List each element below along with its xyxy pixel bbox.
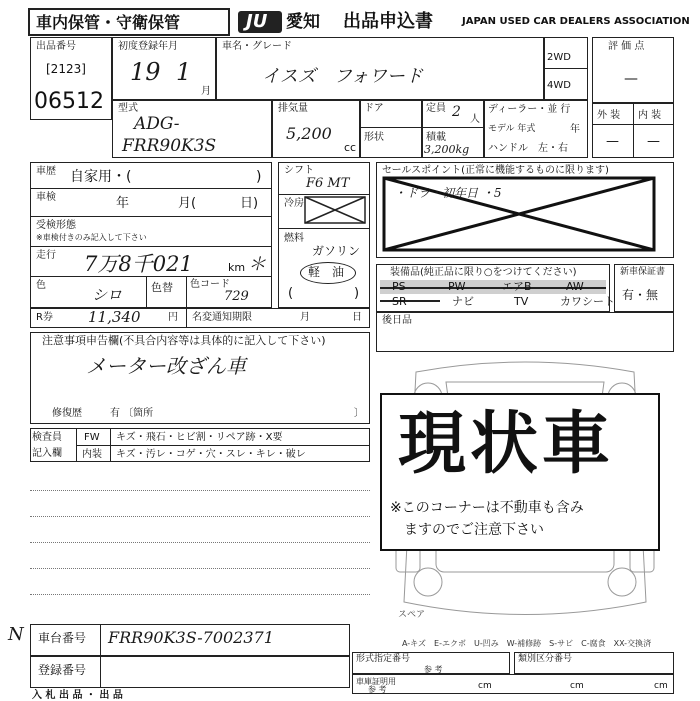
history-close: ) xyxy=(256,169,262,185)
shift-divider-1 xyxy=(278,194,370,195)
equip-sr: SR xyxy=(392,295,407,308)
car-name-value: イスズ フォワード xyxy=(262,66,423,87)
tax-label: 名変通知期限 xyxy=(192,312,252,323)
repair-close: 〕 xyxy=(354,408,364,419)
dealer-label: ディーラー・並 行 xyxy=(488,104,571,115)
garage-cm-2: cm xyxy=(570,681,584,691)
dotted-line-3 xyxy=(30,542,370,543)
type-number-label: 形式指定番号 xyxy=(356,654,411,664)
displacement-label: 排気量 xyxy=(278,103,308,114)
color-code-label: 色コード xyxy=(190,279,230,290)
fuel-gasoline: ガソリン xyxy=(312,244,361,258)
after-items-box xyxy=(376,312,674,352)
color-divider-2 xyxy=(186,276,187,308)
class-number-label: 類別区分番号 xyxy=(518,654,573,664)
equip-airbag: エアB xyxy=(502,280,532,293)
margin-mark: N xyxy=(8,624,24,645)
storage-stamp-label: 車内保管・守衛保管 xyxy=(36,13,181,32)
history-value: 自家用・( xyxy=(70,169,132,185)
association-jp: 愛知 xyxy=(286,12,320,32)
load-value: 3,200kg xyxy=(424,143,470,156)
first-registration-year: 19 xyxy=(130,58,161,86)
color-value: シロ xyxy=(92,286,123,304)
drive-2wd: 2WD xyxy=(547,52,571,63)
model-value-2: FRR90K3S xyxy=(122,136,217,156)
capacity-label: 定員 xyxy=(426,103,446,114)
color-change-label: 色替 xyxy=(151,281,173,294)
shift-divider-2 xyxy=(278,228,370,229)
garage-label: 車庫証明用 xyxy=(356,677,396,686)
rating-value: — xyxy=(624,71,638,87)
ac-label: 冷房 xyxy=(284,198,304,209)
equip-pw: PW xyxy=(448,280,466,293)
capacity-value: 2 xyxy=(452,104,461,120)
condition-divider-h xyxy=(592,124,674,125)
exterior-value: — xyxy=(606,134,619,149)
history-row-line-3 xyxy=(30,246,272,247)
fuel-label: 燃料 xyxy=(284,233,304,244)
mileage-label: 走行 xyxy=(36,250,56,261)
tax-day: 日 xyxy=(352,312,362,323)
drive-4wd: 4WD xyxy=(547,80,571,91)
car-name-label: 車名・グレード xyxy=(222,41,292,52)
year-unit: 年 xyxy=(570,124,580,135)
fuel-paren-open: ( xyxy=(288,286,294,301)
interior-label: 内 装 xyxy=(638,110,662,121)
garage-cm-1: cm xyxy=(478,681,492,691)
bottom-strip: 入 札 出 品 ・ 出 品 xyxy=(32,690,123,701)
inspector-in-items: キズ・汚レ・コゲ・穴・スレ・キレ・破レ xyxy=(116,449,306,460)
dotted-line-1 xyxy=(30,490,370,491)
type-number-ref: 参 考 xyxy=(424,665,443,674)
fuel-diesel: 軽 油 xyxy=(308,265,345,279)
history-label: 車歴 xyxy=(36,166,56,177)
dotted-line-2 xyxy=(30,516,370,517)
exterior-label: 外 装 xyxy=(597,110,621,121)
receipt-label: 受検形態 xyxy=(36,220,76,231)
fuel-paren-close: ) xyxy=(354,286,360,301)
dotted-line-5 xyxy=(30,594,370,595)
recycle-unit: 円 xyxy=(168,312,178,323)
color-divider-1 xyxy=(146,276,147,308)
capacity-divider xyxy=(422,127,484,128)
equip-ps: PS xyxy=(392,280,406,293)
inspector-fw-label: FW xyxy=(84,432,100,443)
ac-crossed-box xyxy=(304,196,366,224)
load-label: 積載 xyxy=(426,132,446,143)
model-year-label: モデル 年式 xyxy=(488,124,536,134)
inspection-month: 月( xyxy=(178,196,197,211)
recycle-label: R券 xyxy=(36,312,53,323)
inspection-label: 車検 xyxy=(36,192,56,203)
repair-label: 修復歴 xyxy=(52,408,82,419)
garage-ref: 参 考 xyxy=(368,685,387,694)
inspector-label-2: 記入欄 xyxy=(32,448,62,459)
drive-divider xyxy=(544,68,588,69)
lot-number-label: 出品番号 xyxy=(36,41,76,52)
color-label: 色 xyxy=(36,280,46,291)
history-row-line-2 xyxy=(30,216,272,217)
spare-label: スペア xyxy=(398,610,426,620)
status-title: 現状車 xyxy=(398,405,615,484)
association-en: JAPAN USED CAR DEALERS ASSOCIATION xyxy=(462,16,690,27)
inspector-divider-h xyxy=(76,445,370,446)
rating-label: 評 価 点 xyxy=(608,41,645,52)
garage-box xyxy=(352,674,674,694)
status-note-2: ますのでご注意下さい xyxy=(404,522,544,538)
inspector-in-label: 内装 xyxy=(82,449,102,460)
interior-value: — xyxy=(647,134,660,149)
color-code-value: 729 xyxy=(224,289,249,304)
shift-label: シフト xyxy=(284,165,314,176)
month-unit: 月 xyxy=(201,86,211,97)
sales-crossed-text: ・ドラ・初年日 ・5 xyxy=(394,186,502,200)
displacement-value: 5,200 xyxy=(286,124,332,143)
ac-cross-icon xyxy=(304,196,366,224)
sales-point-label: セールスポイント(正常に機能するものに限ります) xyxy=(382,165,609,176)
chassis-value: FRR90K3S-7002371 xyxy=(108,628,274,647)
form-title: 出品申込書 xyxy=(343,11,433,32)
lot-number-value: 06512 xyxy=(34,89,104,114)
equipment-label: 装備品(純正品に限り○をつけてください) xyxy=(390,267,577,278)
inspection-year: 年 xyxy=(116,196,130,211)
tax-month: 月 xyxy=(300,312,310,323)
history-row-line-1 xyxy=(30,188,272,189)
condition-divider-v xyxy=(633,103,634,158)
shift-value: F6 MT xyxy=(306,176,350,191)
displacement-unit: cc xyxy=(344,141,357,154)
recycle-divider xyxy=(186,308,187,328)
mileage-unit: km xyxy=(228,261,246,274)
garage-cm-3: cm xyxy=(654,681,668,691)
capacity-unit: 人 xyxy=(470,114,480,125)
recycle-value: 11,340 xyxy=(88,308,141,326)
shape-label: 形状 xyxy=(364,132,384,143)
dotted-line-4 xyxy=(30,568,370,569)
inspector-label-1: 検査員 xyxy=(32,432,62,443)
model-label: 型式 xyxy=(118,103,138,114)
chassis-label: 車台番号 xyxy=(38,631,87,645)
registration-label: 登録番号 xyxy=(38,663,87,677)
equip-aw: AW xyxy=(566,280,584,293)
model-value-1: ADG- xyxy=(134,114,180,134)
first-registration-month: 1 xyxy=(176,58,192,86)
equipment-strike-2 xyxy=(380,300,440,302)
after-items-label: 後日品 xyxy=(382,315,412,326)
inspection-day: 日) xyxy=(240,196,259,211)
receipt-note: ※車検付きのみ記入して下さい xyxy=(36,233,147,242)
lot-number-bracket: [2123] xyxy=(46,62,86,76)
door-divider xyxy=(360,127,422,128)
warranty-label: 新車保証書 xyxy=(620,267,666,277)
equip-navi: ナビ xyxy=(452,295,474,308)
mileage-value: 7万8千021 xyxy=(84,252,193,276)
equip-seat: カワシート xyxy=(560,295,615,308)
equip-tv: TV xyxy=(514,295,529,308)
handle-label: ハンドル 左・右 xyxy=(488,143,568,154)
status-note-1: ※このコーナーは不動車も含み xyxy=(390,500,584,516)
inspector-fw-items: キズ・飛石・ヒビ割・リペア跡・X要 xyxy=(116,432,283,443)
notes-handwritten: メーター改ざん車 xyxy=(86,354,246,378)
repair-value: 有 〔箇所 xyxy=(110,408,154,419)
damage-legend: A-キズ E-エクボ U-凹み W-補修跡 S-サビ C-腐食 XX-交換済 xyxy=(402,639,652,648)
warranty-value: 有・無 xyxy=(622,288,659,302)
first-registration-label: 初度登録年月 xyxy=(118,41,178,52)
door-label: ドア xyxy=(364,103,384,114)
notes-label: 注意事項申告欄(不具合内容等は具体的に記入して下さい) xyxy=(42,334,326,347)
mileage-mark: ＊ xyxy=(248,254,266,275)
ju-logo-text: JU xyxy=(246,11,268,32)
